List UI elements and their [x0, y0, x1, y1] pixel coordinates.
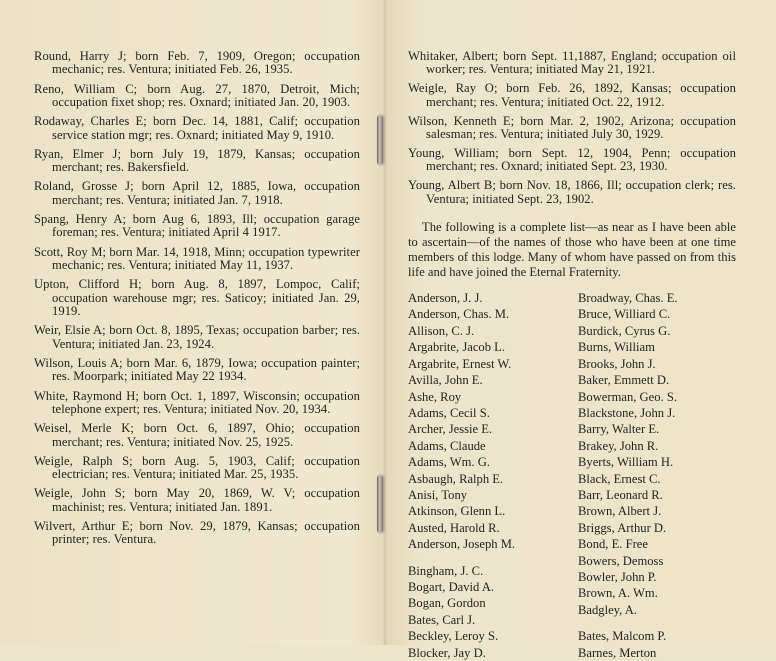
staple-top [377, 115, 383, 165]
former-members-list [408, 290, 736, 661]
list-item: Adams, Cecil S. [408, 405, 490, 420]
member-entry: Weigle, John S; born May 20, 1869, W. V; occupation machinist; res. Ventura; initiated Jan. 1891. [34, 486, 360, 514]
member-entry: Roland, Grosse J; born April 12, 1885, Iowa, occupation merchant; res. Ventura; initiated Jan. 7, 1918. [34, 179, 360, 207]
right-page-column [408, 50, 736, 661]
list-item: Blocker, Jay D. [408, 645, 486, 660]
member-entry: Scott, Roy M; born Mar. 14, 1918, Minn; occupation typewriter mechanic; res. Ventura; initiated May 11, 1937. [34, 244, 360, 273]
list-item: Bowers, Demoss [578, 553, 664, 568]
list-item: Burdick, Cyrus G. [578, 323, 671, 338]
list-item: Barry, Walter E. [578, 422, 660, 437]
list-item: Bowler, John P. [578, 569, 657, 584]
list-item: Anderson, J. J. [408, 291, 483, 306]
member-entry: Wilson, Kenneth E; born Mar. 2, 1902, Arizona; occupation salesman; res. Ventura; initiated July 30, 1929. [408, 113, 736, 142]
list-item: Brakey, John R. [578, 438, 659, 453]
list-item: Brooks, John J. [578, 356, 656, 371]
list-item: Bingham, J. C. [408, 563, 484, 578]
list-item: Austed, Harold R. [408, 520, 500, 535]
list-item: Bates, Carl J. [408, 612, 476, 627]
list-item: Barnes, Merton [578, 645, 657, 660]
list-item: Beckley, Leroy S. [408, 629, 499, 644]
list-item: Allison, C. J. [408, 323, 475, 338]
list-item: Bogan, Gordon [408, 596, 486, 611]
list-item: Adams, Claude [408, 438, 486, 453]
member-entry: White, Raymond H; born Oct. 1, 1897, Wisconsin; occupation telephone expert; res. Ventura; initiated Nov. 20, 1934. [34, 388, 360, 416]
member-entry: Wilvert, Arthur E; born Nov. 29, 1879, Kansas; occupation printer; res. Ventura. [34, 518, 360, 547]
list-item: Black, Ernest C. [578, 471, 661, 486]
names-column-2 [578, 290, 736, 661]
list-item: Archer, Jessie E. [408, 422, 493, 437]
list-item: Asbaugh, Ralph E. [408, 471, 504, 486]
list-intro-paragraph: The following is a complete list—as near as I have been able to ascertain—of the names of those who have been at one time members of this lodge. Many of whom have passed on from this life and have joined the Eternal Fraternity. [408, 220, 736, 280]
list-item: Anisi, Tony [408, 487, 468, 502]
list-item: Ashe, Roy [408, 389, 462, 404]
left-page-column [34, 50, 360, 553]
list-item: Bates, Malcom P. [578, 629, 667, 644]
list-item: Broadway, Chas. E. [578, 291, 678, 306]
list-item: Barr, Leonard R. [578, 487, 663, 502]
member-entry: Weigle, Ralph S; born Aug. 5, 1903, Calif; occupation electrician; res. Ventura; initiated Mar. 25, 1935. [34, 453, 360, 482]
list-item: Avilla, John E. [408, 373, 483, 388]
member-entry: Young, William; born Sept. 12, 1904, Penn; occupation merchant; res. Oxnard; initiated Sept. 23, 1930. [408, 145, 736, 174]
list-item: Briggs, Arthur D. [578, 520, 667, 535]
member-entry: Spang, Henry A; born Aug 6, 1893, Ill; occupation garage foreman; res. Ventura; initiated April 4 1917. [34, 212, 360, 240]
list-item: Argabrite, Ernest W. [408, 356, 512, 371]
list-item: Atkinson, Glenn L. [408, 504, 506, 519]
list-item: Bogart, David A. [408, 579, 495, 594]
list-item: Baker, Emmett D. [578, 373, 670, 388]
member-entry: Weigle, Ray O; born Feb. 26, 1892, Kansas; occupation merchant; res. Ventura; initiated Oct. 22, 1912. [408, 81, 736, 109]
member-entry: Reno, William C; born Aug. 27, 1870, Detroit, Mich; occupation fixet shop; res. Oxnard; initiated Jan. 20, 1903. [34, 81, 360, 110]
member-entry: Round, Harry J; born Feb. 7, 1909, Oregon; occupation mechanic; res. Ventura; initiated Feb. 26, 1935. [34, 49, 360, 77]
list-item: Brown, Albert J. [578, 504, 662, 519]
member-entry: Whitaker, Albert; born Sept. 11,1887, England; occupation oil worker; res. Ventura; initiated May 21, 1921. [408, 49, 736, 77]
list-item: Anderson, Joseph M. [408, 537, 516, 552]
list-item: Argabrite, Jacob L. [408, 340, 505, 355]
member-entry: Weir, Elsie A; born Oct. 8, 1895, Texas; occupation barber; res. Ventura; initiated Jan. 23, 1924. [34, 323, 360, 351]
list-item: Bowerman, Geo. S. [578, 389, 677, 404]
member-entry: Rodaway, Charles E; born Dec. 14, 1881, Calif; occupation service station mgr; res. Oxnard; initiated May 9, 1910. [34, 114, 360, 142]
list-item: Anderson, Chas. M. [408, 307, 510, 322]
list-item: Burns, William [578, 340, 655, 355]
member-entry: Ryan, Elmer J; born July 19, 1879, Kansas; occupation merchant; res. Bakersfield. [34, 146, 360, 175]
member-entry: Weisel, Merle K; born Oct. 6, 1897, Ohio; occupation merchant; res. Ventura; initiated Nov. 25, 1925. [34, 421, 360, 449]
list-item: Blackstone, John J. [578, 405, 676, 420]
member-entry: Young, Albert B; born Nov. 18, 1866, Ill; occupation clerk; res. Ventura; initiated Sept. 23, 1902. [408, 178, 736, 206]
list-item: Bruce, Williard C. [578, 307, 671, 322]
list-item: Byerts, William H. [578, 455, 674, 470]
list-item: Bond, E. Free [578, 537, 648, 552]
member-entry: Upton, Clifford H; born Aug. 8, 1897, Lompoc, Calif; occupation warehouse mgr; res. Saticoy; initiated Jan. 29, 1919. [34, 277, 360, 319]
page-gutter [383, 0, 387, 645]
names-column-1 [408, 290, 578, 661]
list-item: Brown, A. Wm. [578, 586, 658, 601]
list-item: Adams, Wm. G. [408, 455, 490, 470]
list-item: Badgley, A. [578, 602, 637, 617]
staple-bottom [377, 475, 383, 533]
member-entry: Wilson, Louis A; born Mar. 6, 1879, Iowa; occupation painter; res. Moorpark; initiated May 22 1934. [34, 355, 360, 384]
